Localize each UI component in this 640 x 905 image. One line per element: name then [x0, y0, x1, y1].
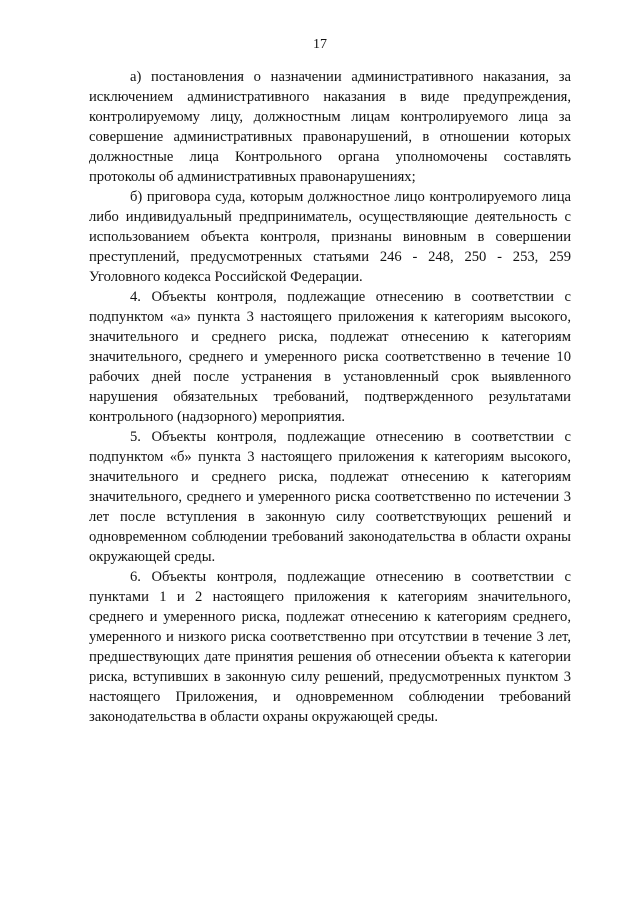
paragraph-5: 5. Объекты контроля, подлежащие отнесению в соответствии с подпунктом «б» пункта 3 настоящего приложения к категориям высокого, значительного и среднего риска, подлежат отнесению к категориям значительного, среднего и умеренного риска соответственно по истечении 3 лет после вступления в законную силу соответствующих решений и одновременном соблюдении требований законодательства в области охраны окружающей среды. [89, 429, 571, 565]
paragraph-4: 4. Объекты контроля, подлежащие отнесению в соответствии с подпунктом «а» пункта 3 настоящего приложения к категориям высокого, значительного и среднего риска, подлежат отнесению к категориям значительного, среднего и умеренного риска соответственно в течение 10 рабочих дней после устранения в установленный срок выявленного нарушения обязательных требований, подтвержденного результатами контрольного (надзорного) мероприятия. [89, 289, 571, 425]
document-body [89, 67, 571, 727]
paragraph-a: а) постановления о назначении административного наказания, за исключением административного наказания в виде предупреждения, контролируемому лицу, должностным лицам контролируемого лица за совершение административных правонарушений, в отношении которых должностные лица Контрольного органа уполномочены составлять протоколы об административных правонарушениях; [89, 69, 571, 185]
paragraph-6: 6. Объекты контроля, подлежащие отнесению в соответствии с пунктами 1 и 2 настоящего приложения к категориям значительного, среднего и умеренного риска, подлежат отнесению к категориям среднего, умеренного и низкого риска соответственно при отсутствии в течение 3 лет, предшествующих дате принятия решения об отнесении объекта к категории риска, вступивших в законную силу решений, предусмотренных пунктом 3 настоящего Приложения, и одновременном соблюдении требований законодательства в области охраны окружающей среды. [89, 569, 571, 725]
paragraph-b: б) приговора суда, которым должностное лицо контролируемого лица либо индивидуальный предприниматель, осуществляющие деятельность с использованием объекта контроля, признаны виновным в совершении преступлений, предусмотренных статьями 246 - 248, 250 - 253, 259 Уголовного кодекса Российской Федерации. [89, 189, 571, 285]
page-number: 17 [313, 37, 327, 52]
